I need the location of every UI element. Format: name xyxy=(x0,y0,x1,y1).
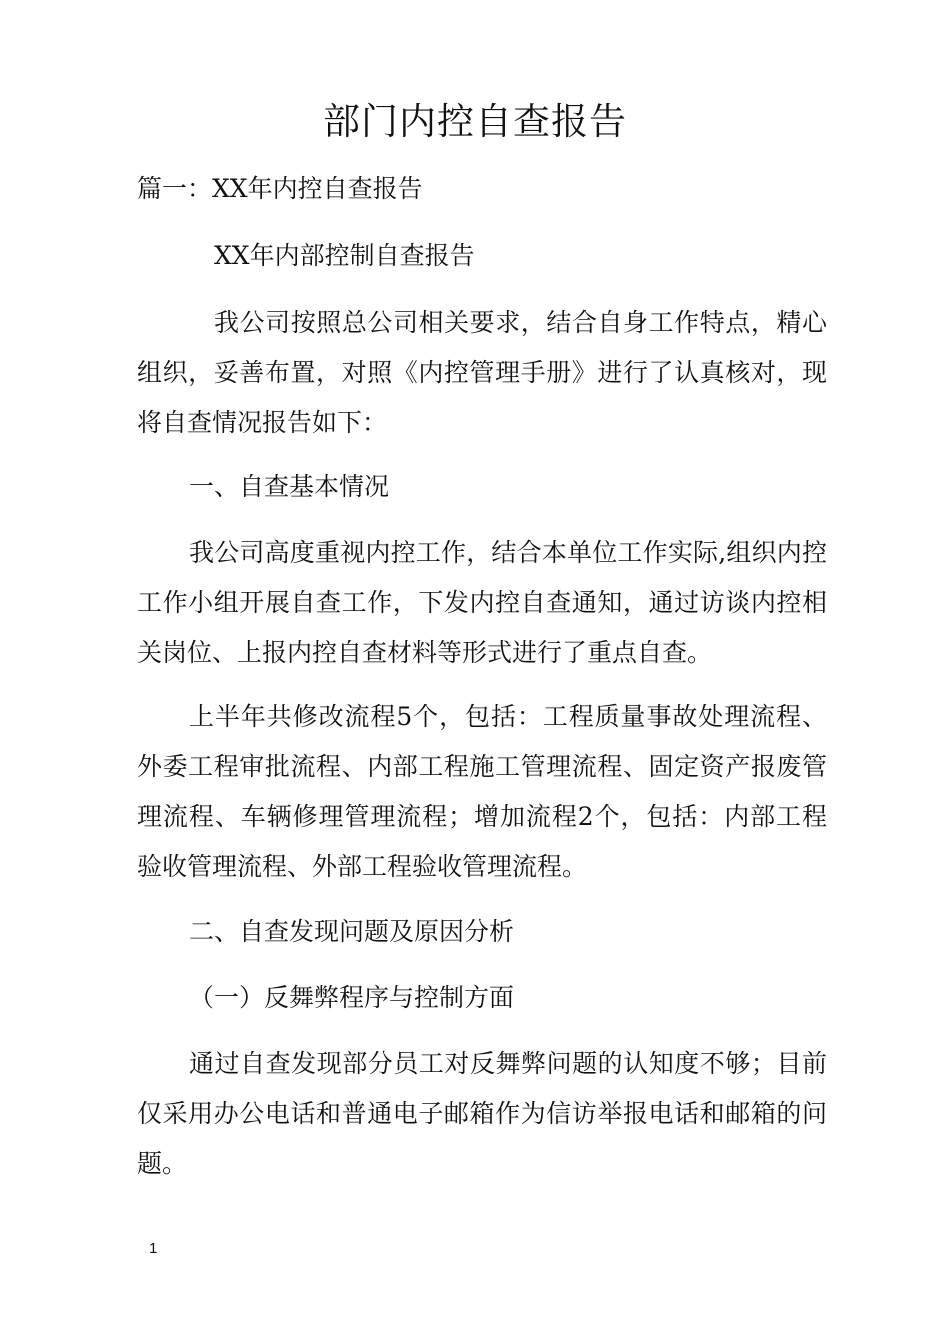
heading-issues-analysis: 二、自查发现问题及原因分析 xyxy=(189,917,515,946)
document-title: 部门内控自查报告 xyxy=(323,100,627,143)
report-subtitle: XX年内部控制自查报告 xyxy=(214,241,475,270)
paragraph-process-changes: 上半年共修改流程5个，包括：工程质量事故处理流程、外委工程审批流程、内部工程施工管理流程、固定资产报废管理流程、车辆修理管理流程；增加流程2个，包括：内部工程验收管理流程、外部工程验收管理流程。 xyxy=(137,702,827,881)
heading-basic-situation: 一、自查基本情况 xyxy=(189,472,390,501)
subheading-anti-fraud: （一）反舞弊程序与控制方面 xyxy=(189,983,515,1012)
paragraph-anti-fraud: 通过自查发现部分员工对反舞弊问题的认知度不够；目前仅采用办公电话和普通电子邮箱作为信访举报电话和邮箱的问题。 xyxy=(137,1049,827,1178)
paragraph-basic-situation: 我公司高度重视内控工作，结合本单位工作实际,组织内控工作小组开展自查工作，下发内控自查通知，通过访谈内控相关岗位、上报内控自查材料等形式进行了重点自查。 xyxy=(137,538,827,667)
section-heading: 篇一：XX年内控自查报告 xyxy=(137,174,423,203)
page-number: 1 xyxy=(149,1240,158,1257)
intro-paragraph: 我公司按照总公司相关要求，结合自身工作特点，精心组织，妥善布置，对照《内控管理手册》进行了认真核对，现将自查情况报告如下： xyxy=(137,308,827,437)
